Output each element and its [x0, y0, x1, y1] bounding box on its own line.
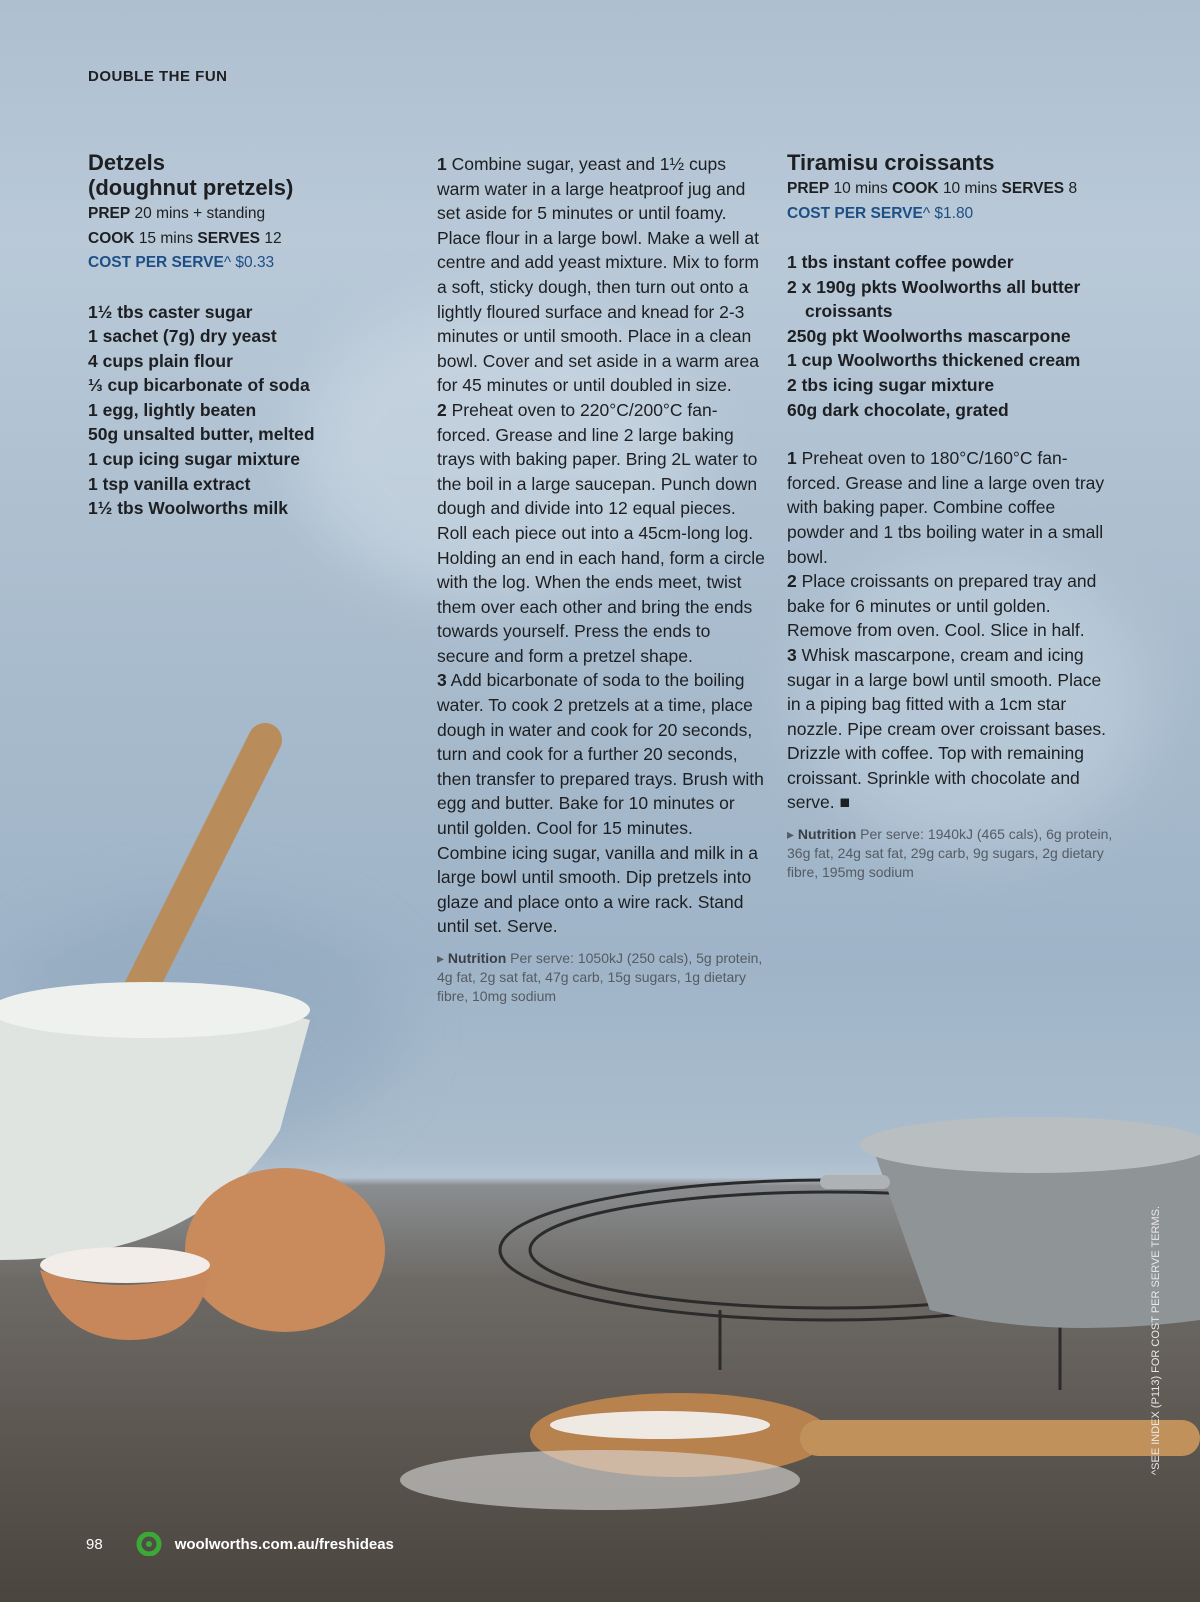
woolworths-logo-icon: [135, 1532, 163, 1556]
cost-per-serve: COST PER SERVE^ $0.33: [88, 254, 275, 271]
method-step: 1 Combine sugar, yeast and 1½ cups warm water in a large heatproof jug and set aside for 5 minutes or until foamy. Place flour in a large bowl. Make a well at centre and add yeast mixture. Mix to form a soft, sticky dough, then turn out onto a lightly floured surface and knead for 2-3 minutes or until smooth. Place in a clean bowl. Cover and set aside in a warm area for 45 minutes or until doubled in size.: [437, 154, 759, 396]
recipe-meta: PREP 20 mins + standing: [88, 205, 266, 222]
page-footer: [86, 1532, 394, 1556]
flour-dust: [400, 1450, 800, 1510]
website-link[interactable]: woolworths.com.au/freshideas: [174, 1535, 394, 1553]
nutrition-info: ▸ Nutrition Per serve: 1050kJ (250 cals), 5g protein, 4g fat, 2g sat fat, 47g carb, 15g sugars, 1g dietary fibre, 10mg sodium: [437, 950, 763, 1004]
ingredient: 1 tsp vanilla extract: [88, 473, 251, 494]
method-step: 1 Preheat oven to 180°C/160°C fan-forced. Grease and line a large oven tray with baking paper. Combine coffee powder and 1 tbs boiling water in a small bowl.: [787, 448, 1105, 567]
ingredient: 1 egg, lightly beaten: [88, 399, 257, 420]
ingredient: croissants: [805, 301, 893, 322]
ingredient: ⅓ cup bicarbonate of soda: [88, 375, 310, 396]
ingredient: 1 sachet (7g) dry yeast: [88, 326, 277, 347]
ingredient-list: [787, 250, 1117, 422]
method-step: 2 Preheat oven to 220°C/200°C fan-forced. Grease and line 2 large baking trays with baking paper. Bring 2L water to the boil in a large saucepan. Punch down dough and divide into 12 equal pieces. Roll each piece out into a 45cm-long log. Holding an end in each hand, form a circle with the log. When the ends meet, twist them over each other and bring the ends towards yourself. Press the ends to secure and form a pretzel shape.: [437, 399, 765, 666]
page-number: 98: [86, 1535, 103, 1553]
recipe-title: Detzels (doughnut pretzels): [88, 150, 294, 200]
ingredient: 4 cups plain flour: [88, 350, 233, 371]
ingredient: 1 tbs instant coffee powder: [787, 252, 1014, 272]
method-step: 3 Add bicarbonate of soda to the boiling water. To cook 2 pretzels at a time, place dough in water and cook for 20 seconds, turn and cook for a further 20 seconds, then transfer to prepared trays. Brush with egg and butter. Bake for 10 minutes or until golden. Cool for 15 minutes. Combine icing sugar, vanilla and milk in a large bowl until smooth. Dip pretzels into glaze and place onto a wire rack. Stand until set. Serve.: [437, 670, 764, 937]
ingredient: 250g pkt Woolworths mascarpone: [787, 325, 1071, 346]
ingredient: 2 tbs icing sugar mixture: [787, 374, 995, 395]
ingredient: 60g dark chocolate, grated: [787, 399, 1009, 420]
ingredient: 1 cup icing sugar mixture: [88, 449, 300, 470]
method-step: 3 Whisk mascarpone, cream and icing sugar in a large bowl until smooth. Place in a piping bag fitted with a 1cm star nozzle. Pipe cream over croissant bases. Drizzle with coffee. Top with remaining croissant. Sprinkle with chocolate and serve. ■: [787, 644, 1107, 813]
section-kicker: DOUBLE THE FUN: [88, 68, 228, 85]
ingredient: 1½ tbs caster sugar: [88, 301, 253, 322]
ingredient: 50g unsalted butter, melted: [88, 424, 315, 445]
recipe-title: Tiramisu croissants: [787, 150, 995, 175]
method-step: 2 Place croissants on prepared tray and bake for 6 minutes or until golden. Remove from oven. Cool. Slice in half.: [787, 571, 1097, 641]
side-note: ^SEE INDEX (P113) FOR COST PER SERVE TERMS.: [1150, 1205, 1162, 1475]
nutrition-info: ▸ Nutrition Per serve: 1940kJ (465 cals), 6g protein, 36g fat, 24g sat fat, 29g carb, 9g sugars, 2g dietary fibre, 195mg sodium: [787, 826, 1113, 881]
recipe-tiramisu: [787, 150, 1117, 882]
ingredient-list: [88, 300, 418, 521]
recipe-detzels-method: [437, 152, 767, 1006]
cost-per-serve: COST PER SERVE^ $1.80: [787, 204, 974, 222]
ingredient: 1 cup Woolworths thickened cream: [787, 350, 1081, 371]
recipe-meta: PREP 10 mins COOK 10 mins SERVES 8: [787, 180, 1078, 197]
ingredient: 1½ tbs Woolworths milk: [88, 498, 288, 519]
recipe-meta: COOK 15 mins SERVES 12: [88, 229, 282, 247]
measuring-cup-icon: [820, 1117, 1200, 1328]
recipe-detzels-header: [88, 150, 418, 521]
ingredient: 2 x 190g pkts Woolworths all butter: [787, 276, 1081, 297]
